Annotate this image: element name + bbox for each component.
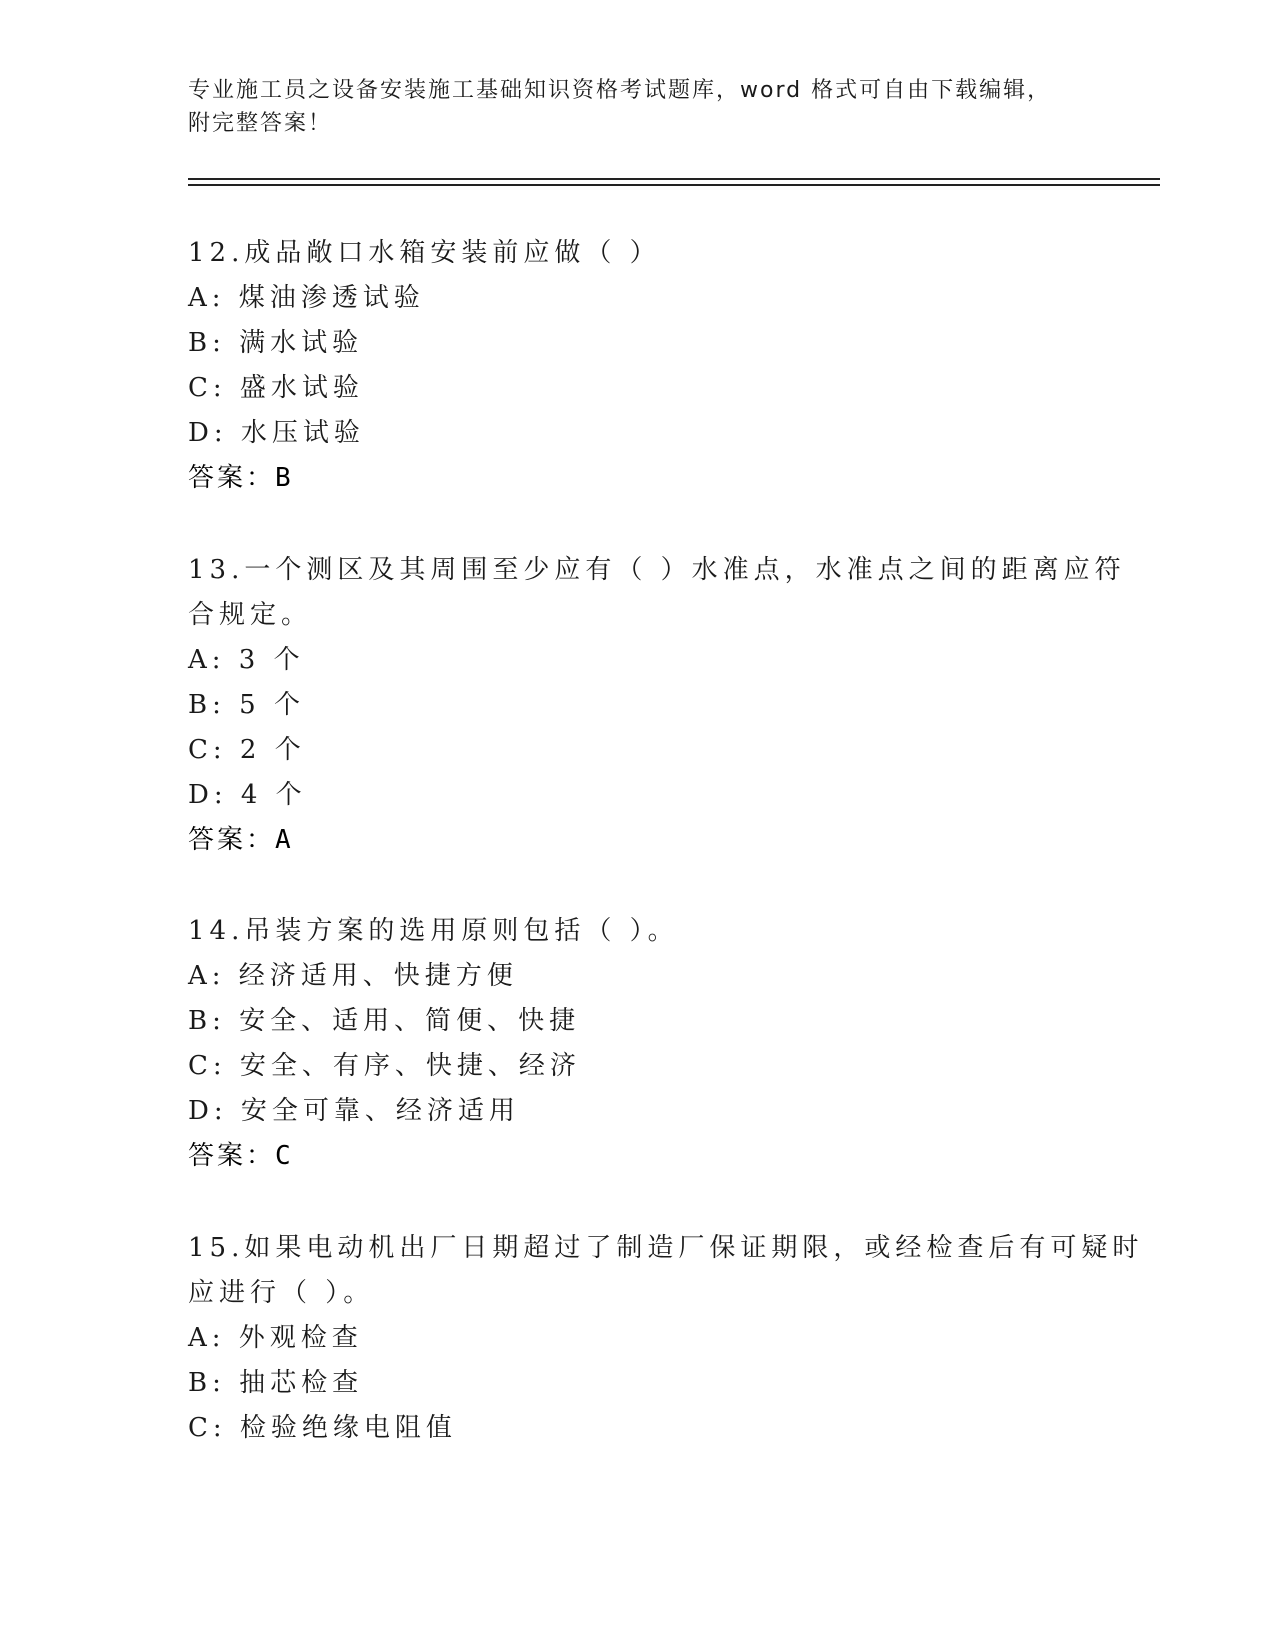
question-stem: 13.一个测区及其周围至少应有（ ）水准点，水准点之间的距离应符 <box>188 555 1126 585</box>
option-c: C: 2 个 <box>188 735 306 765</box>
answer-label: 答案： <box>188 463 276 493</box>
option-b: B: 满水试验 <box>188 328 364 358</box>
document-header <box>188 74 1088 140</box>
header-divider-bottom <box>188 184 1160 186</box>
header-line-2: 附完整答案！ <box>188 111 333 136</box>
answer-label: 答案： <box>188 825 276 855</box>
question-stem-continued: 应进行（ ）。 <box>188 1278 375 1308</box>
option-d: D: 水压试验 <box>188 418 365 448</box>
option-b: B: 抽芯检查 <box>188 1368 364 1398</box>
option-d: D: 4 个 <box>188 780 307 810</box>
option-c: C: 检验绝缘电阻值 <box>188 1413 457 1443</box>
option-c: C: 安全、有序、快捷、经济 <box>188 1051 581 1081</box>
answer-label: 答案： <box>188 1141 276 1171</box>
answer-value: B <box>275 463 294 493</box>
option-a: A: 经济适用、快捷方便 <box>188 961 518 991</box>
question-stem: 12.成品敞口水箱安装前应做（ ） <box>188 238 661 268</box>
header-line-1: 专业施工员之设备安装施工基础知识资格考试题库，word 格式可自由下载编辑， <box>188 78 1052 103</box>
option-b: B: 安全、适用、简便、快捷 <box>188 1006 581 1036</box>
option-b: B: 5 个 <box>188 690 305 720</box>
question-stem: 14.吊装方案的选用原则包括（ ）。 <box>188 916 679 946</box>
question-stem-continued: 合规定。 <box>188 600 313 630</box>
option-c: C: 盛水试验 <box>188 373 364 403</box>
option-a: A: 3 个 <box>188 645 305 675</box>
answer-line <box>188 1139 294 1173</box>
answer-line <box>188 461 294 495</box>
option-a: A: 煤油渗透试验 <box>188 283 425 313</box>
question-stem: 15.如果电动机出厂日期超过了制造厂保证期限，或经检查后有可疑时 <box>188 1233 1144 1263</box>
answer-value: C <box>275 1141 294 1171</box>
answer-value: A <box>275 825 294 855</box>
header-divider-top <box>188 178 1160 180</box>
answer-line <box>188 823 294 857</box>
option-a: A: 外观检查 <box>188 1323 363 1353</box>
option-d: D: 安全可靠、经济适用 <box>188 1096 520 1126</box>
